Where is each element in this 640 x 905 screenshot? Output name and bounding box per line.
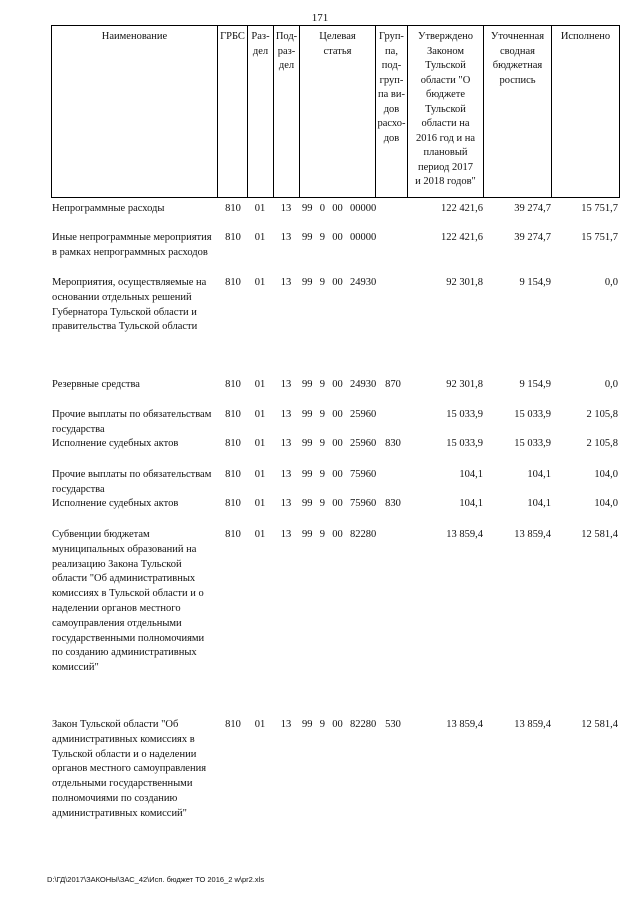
row-executed: 104,0 <box>594 498 618 509</box>
row-name: Субвенции бюджетам муниципальных образований на реализацию Закона Тульской области "Об административных комиссиях в Тульской области и о наделении органов местного самоуправления отдельными государственными полномочиями по созданию административных комиссий" <box>52 529 205 674</box>
row-executed: 15 751,7 <box>581 232 618 243</box>
row-executed: 2 105,8 <box>586 438 618 449</box>
row-approved: 104,1 <box>459 498 483 509</box>
row-revised: 39 274,7 <box>514 203 551 214</box>
row-revised: 9 154,9 <box>519 277 551 288</box>
row-podrazdel: 13 <box>280 469 292 480</box>
row-grbs: 810 <box>225 409 241 420</box>
row-podrazdel: 13 <box>280 498 292 509</box>
row-revised: 13 859,4 <box>514 719 551 730</box>
row-revised: 104,1 <box>527 469 551 480</box>
header-revised: Уточненная сводная бюджетная роспись <box>484 26 552 198</box>
row-target-article: 99 0 00 00000 <box>302 203 377 214</box>
row-executed: 0,0 <box>604 379 618 390</box>
row-name: Закон Тульской области "Об административных комиссиях в Тульской области и о наделении органов местного самоуправления отдельными государственными полномочиями по созданию административных комиссий" <box>52 719 207 819</box>
row-razdel: 01 <box>254 277 266 288</box>
row-expense-group: 830 <box>385 498 401 509</box>
header-podrazdel: Под- раз- дел <box>274 26 300 198</box>
row-target-article: 99 9 00 82280 <box>302 529 377 540</box>
row-executed: 104,0 <box>594 469 618 480</box>
row-razdel: 01 <box>254 529 266 540</box>
row-grbs: 810 <box>225 379 241 390</box>
header-expense-group: Груп- па, под- груп- па ви- дов расхо- дов <box>376 26 408 198</box>
row-grbs: 810 <box>225 232 241 243</box>
row-razdel: 01 <box>254 203 266 214</box>
row-executed: 12 581,4 <box>581 529 618 540</box>
row-expense-group: 530 <box>385 719 401 730</box>
row-podrazdel: 13 <box>280 719 292 730</box>
header-razdel: Раз- дел <box>248 26 274 198</box>
row-grbs: 810 <box>225 277 241 288</box>
row-podrazdel: 13 <box>280 529 292 540</box>
row-target-article: 99 9 00 75960 <box>302 498 377 509</box>
row-name: Прочие выплаты по обязательствам государства <box>52 409 212 435</box>
row-executed: 0,0 <box>604 277 618 288</box>
row-executed: 12 581,4 <box>581 719 618 730</box>
row-razdel: 01 <box>254 719 266 730</box>
row-grbs: 810 <box>225 203 241 214</box>
row-approved: 13 859,4 <box>446 529 483 540</box>
row-name: Исполнение судебных актов <box>52 438 179 449</box>
row-executed: 15 751,7 <box>581 203 618 214</box>
header-target-article: Целевая статья <box>300 26 376 198</box>
row-revised: 104,1 <box>527 498 551 509</box>
row-revised: 39 274,7 <box>514 232 551 243</box>
row-approved: 92 301,8 <box>446 379 483 390</box>
row-name: Прочие выплаты по обязательствам государства <box>52 469 212 495</box>
row-razdel: 01 <box>254 498 266 509</box>
row-podrazdel: 13 <box>280 379 292 390</box>
row-grbs: 810 <box>225 529 241 540</box>
row-approved: 122 421,6 <box>441 203 483 214</box>
row-razdel: 01 <box>254 232 266 243</box>
row-podrazdel: 13 <box>280 409 292 420</box>
row-approved: 122 421,6 <box>441 232 483 243</box>
row-expense-group: 830 <box>385 438 401 449</box>
row-target-article: 99 9 00 24930 <box>302 379 377 390</box>
row-target-article: 99 9 00 00000 <box>302 232 377 243</box>
row-revised: 15 033,9 <box>514 438 551 449</box>
row-name: Резервные средства <box>52 379 140 390</box>
row-name: Непрограммные расходы <box>52 203 165 214</box>
row-executed: 2 105,8 <box>586 409 618 420</box>
row-target-article: 99 9 00 25960 <box>302 409 377 420</box>
page-number: 171 <box>311 12 329 24</box>
header-approved: Утверждено Законом Тульской области "О бюджете Тульской области на 2016 год и на плановый период 2017 и 2018 годов" <box>408 26 484 198</box>
row-podrazdel: 13 <box>280 232 292 243</box>
row-target-article: 99 9 00 24930 <box>302 277 377 288</box>
row-podrazdel: 13 <box>280 203 292 214</box>
row-approved: 15 033,9 <box>446 409 483 420</box>
row-target-article: 99 9 00 25960 <box>302 438 377 449</box>
row-revised: 9 154,9 <box>519 379 551 390</box>
row-approved: 15 033,9 <box>446 438 483 449</box>
row-revised: 13 859,4 <box>514 529 551 540</box>
row-name: Мероприятия, осуществляемые на основании отдельных решений Губернатора Тульской области и правительства Тульской области <box>52 277 207 333</box>
row-grbs: 810 <box>225 469 241 480</box>
file-path-footer: D:\ГД\2017\ЗАКОНЫ\ЗАС_42\Исп. бюджет ТО 2016_2 w\pr2.xls <box>47 875 265 884</box>
row-podrazdel: 13 <box>280 438 292 449</box>
row-approved: 104,1 <box>459 469 483 480</box>
row-approved: 13 859,4 <box>446 719 483 730</box>
header-executed: Исполнено <box>552 26 620 198</box>
row-podrazdel: 13 <box>280 277 292 288</box>
row-razdel: 01 <box>254 469 266 480</box>
row-razdel: 01 <box>254 379 266 390</box>
row-razdel: 01 <box>254 438 266 449</box>
row-name: Иные непрограммные мероприятия в рамках непрограммных расходов <box>52 232 212 258</box>
row-revised: 15 033,9 <box>514 409 551 420</box>
row-grbs: 810 <box>225 719 241 730</box>
row-target-article: 99 9 00 75960 <box>302 469 377 480</box>
row-target-article: 99 9 00 82280 <box>302 719 377 730</box>
header-name: Наименование <box>52 26 218 198</box>
row-expense-group: 870 <box>385 379 401 390</box>
row-grbs: 810 <box>225 438 241 449</box>
row-approved: 92 301,8 <box>446 277 483 288</box>
row-grbs: 810 <box>225 498 241 509</box>
row-name: Исполнение судебных актов <box>52 498 179 509</box>
table-header <box>51 25 620 198</box>
header-grbs: ГРБС <box>218 26 248 198</box>
row-razdel: 01 <box>254 409 266 420</box>
